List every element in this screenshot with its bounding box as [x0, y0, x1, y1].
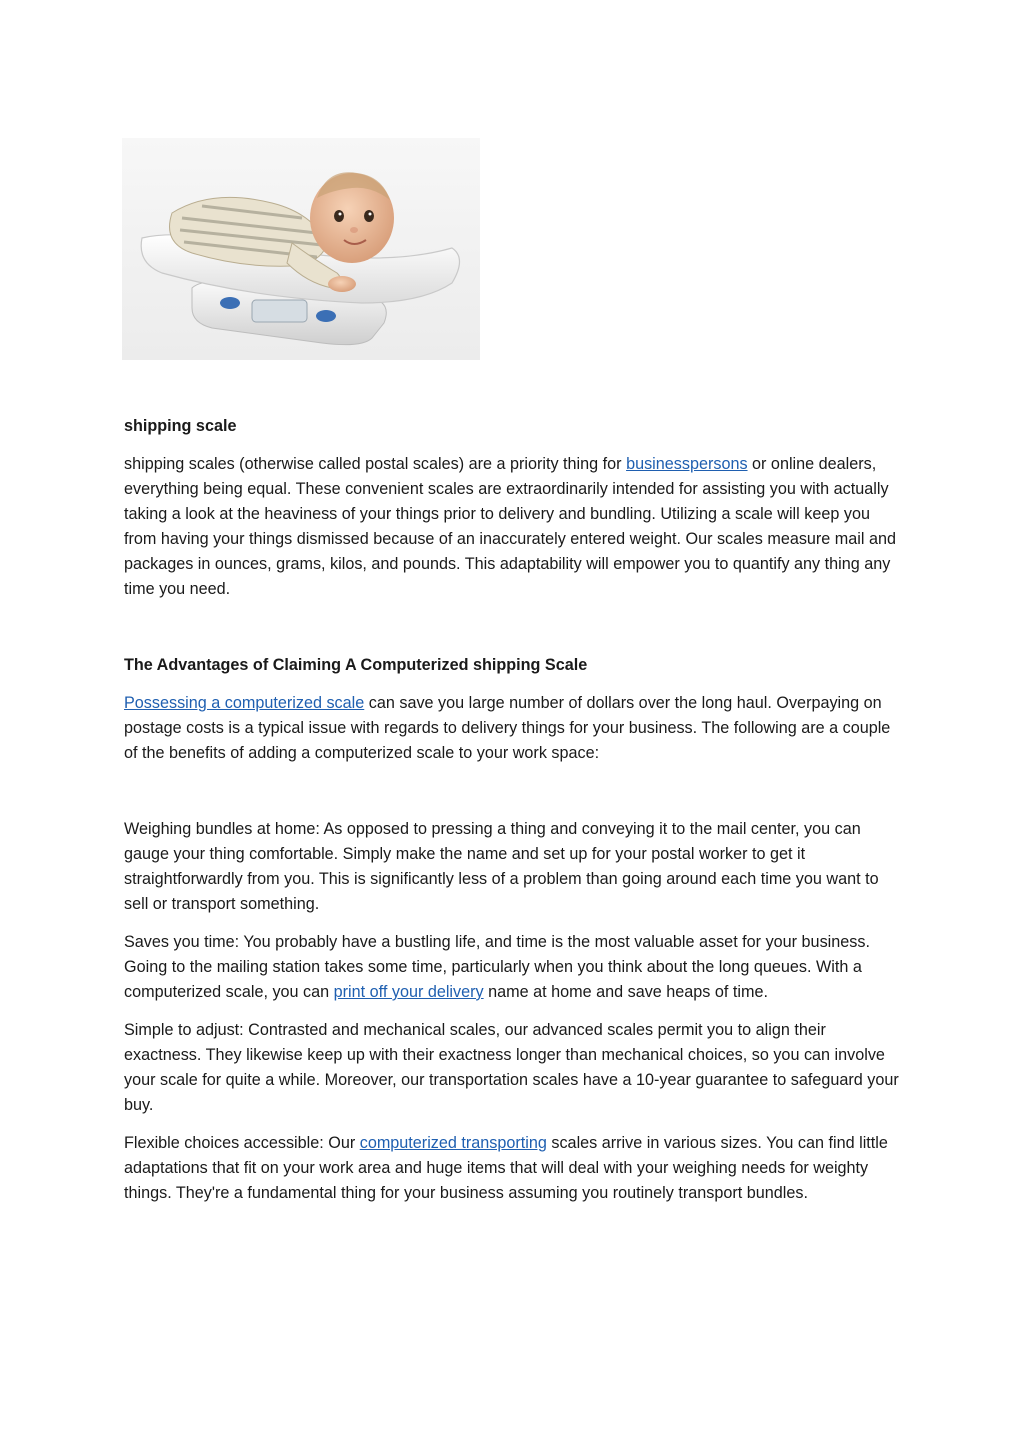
paragraph-text: or online dealers, everything being equal. These convenient scales are extraordinarily intended for assisting you with actually taking a look at the heaviness of your things prior to delivery and bundling. Utilizing a scale will keep you from having your things dismissed because of an inaccurately entered weight. Our scales measure mail and packages in ounces, grams, kilos, and pounds. This adaptability will empower you to quantify any thing any time you need.: [124, 455, 896, 598]
link-businesspersons[interactable]: businesspersons: [626, 455, 748, 473]
article-body: [124, 414, 904, 1219]
paragraph-flexible-choices: [124, 1131, 904, 1206]
paragraph-text: Flexible choices accessible: Our: [124, 1134, 360, 1152]
section-heading-shipping-scale: shipping scale: [124, 417, 237, 435]
paragraph-text: scales arrive in various sizes. You can find little adaptations that fit on your work area and huge items that will deal with your weighing needs for weighty things. They're a fundamental thing for your business assuming you routinely transport bundles.: [124, 1134, 888, 1202]
paragraph-text: Saves you time: You probably have a bustling life, and time is the most valuable asset for your business. Going to the mailing station takes some time, particularly when you think about the long queues. With a computerized scale, you can: [124, 933, 870, 1001]
spacer: [124, 615, 904, 653]
baby-scale-photo: [122, 138, 480, 360]
paragraph-text: can save you large number of dollars over the long haul. Overpaying on postage costs is a typical issue with regards to delivery things for your business. The following are a couple of the benefits of adding a computerized scale to your work space:: [124, 694, 891, 762]
paragraph-text: shipping scales (otherwise called postal scales) are a priority thing for: [124, 455, 627, 473]
section-heading-advantages: The Advantages of Claiming A Computerized shipping Scale: [124, 656, 588, 674]
link-print-off-delivery[interactable]: print off your delivery: [333, 983, 484, 1001]
link-computerized-transporting[interactable]: computerized transporting: [359, 1134, 547, 1152]
paragraph-intro: [124, 452, 904, 602]
spacer: [124, 779, 904, 817]
paragraph-simple-to-adjust: Simple to adjust: Contrasted and mechanical scales, our advanced scales permit you to align their exactness. They likewise keep up with their exactness longer than mechanical choices, so you can involve your scale for quite a while. Moreover, our transportation scales have a 10-year guarantee to safeguard your buy.: [124, 1021, 899, 1114]
paragraph-advantages: [124, 691, 904, 766]
paragraph-text: name at home and save heaps of time.: [483, 983, 768, 1001]
paragraph-weighing-bundles: Weighing bundles at home: As opposed to pressing a thing and conveying it to the mail center, you can gauge your thing comfortable. Simply make the name and set up for your postal worker to get it straightforwardly from you. This is significantly less of a problem than going around each time you want to sell or transport something.: [124, 820, 879, 913]
link-possessing-computerized-scale[interactable]: Possessing a computerized scale: [124, 694, 365, 712]
paragraph-saves-time: [124, 930, 904, 1005]
